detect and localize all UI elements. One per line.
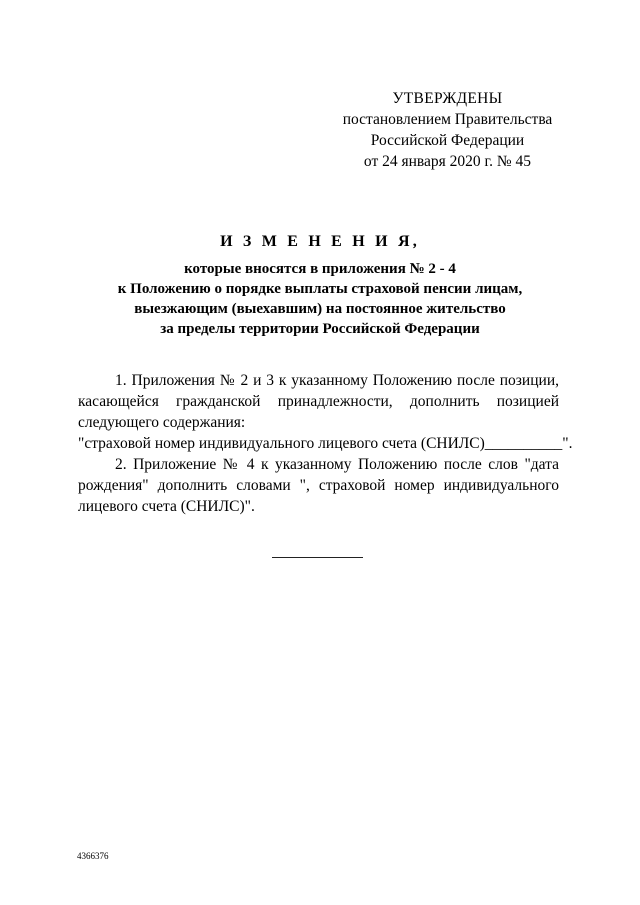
end-divider [272,557,363,558]
paragraph-1: 1. Приложения № 2 и 3 к указанному Положению после позиции, касающейся гражданской принадлежности, дополнить позицией следующего содержания: [78,372,559,431]
title-line-3: выезжающим (выехавшим) на постоянное жительство [134,301,506,317]
title-line-4: за пределы территории Российской Федерации [160,321,480,337]
approval-line-date: от 24 января 2020 г. № 45 [363,153,532,170]
document-title [60,232,580,339]
document-number: 4366376 [77,851,109,861]
approval-line-country: Российской Федерации [370,132,525,149]
paragraph-1-quote: "страховой номер индивидуального лицевого счета (СНИЛС)__________". [78,435,573,452]
document-body [78,370,573,517]
title-main: И З М Е Н Е Н И Я, [220,233,420,250]
approval-line-decree: постановлением Правительства [342,111,553,128]
title-line-2: к Положению о порядке выплаты страховой пенсии лицам, [117,281,523,297]
approval-block [340,88,555,172]
paragraph-2: 2. Приложение № 4 к указанному Положению после слов "дата рождения" дополнить словами ", страховой номер индивидуального лицевого счета (СНИЛС)". [78,456,559,515]
approval-heading: УТВЕРЖДЕНЫ [392,90,503,107]
title-line-1: которые вносятся в приложения № 2 - 4 [184,261,456,277]
